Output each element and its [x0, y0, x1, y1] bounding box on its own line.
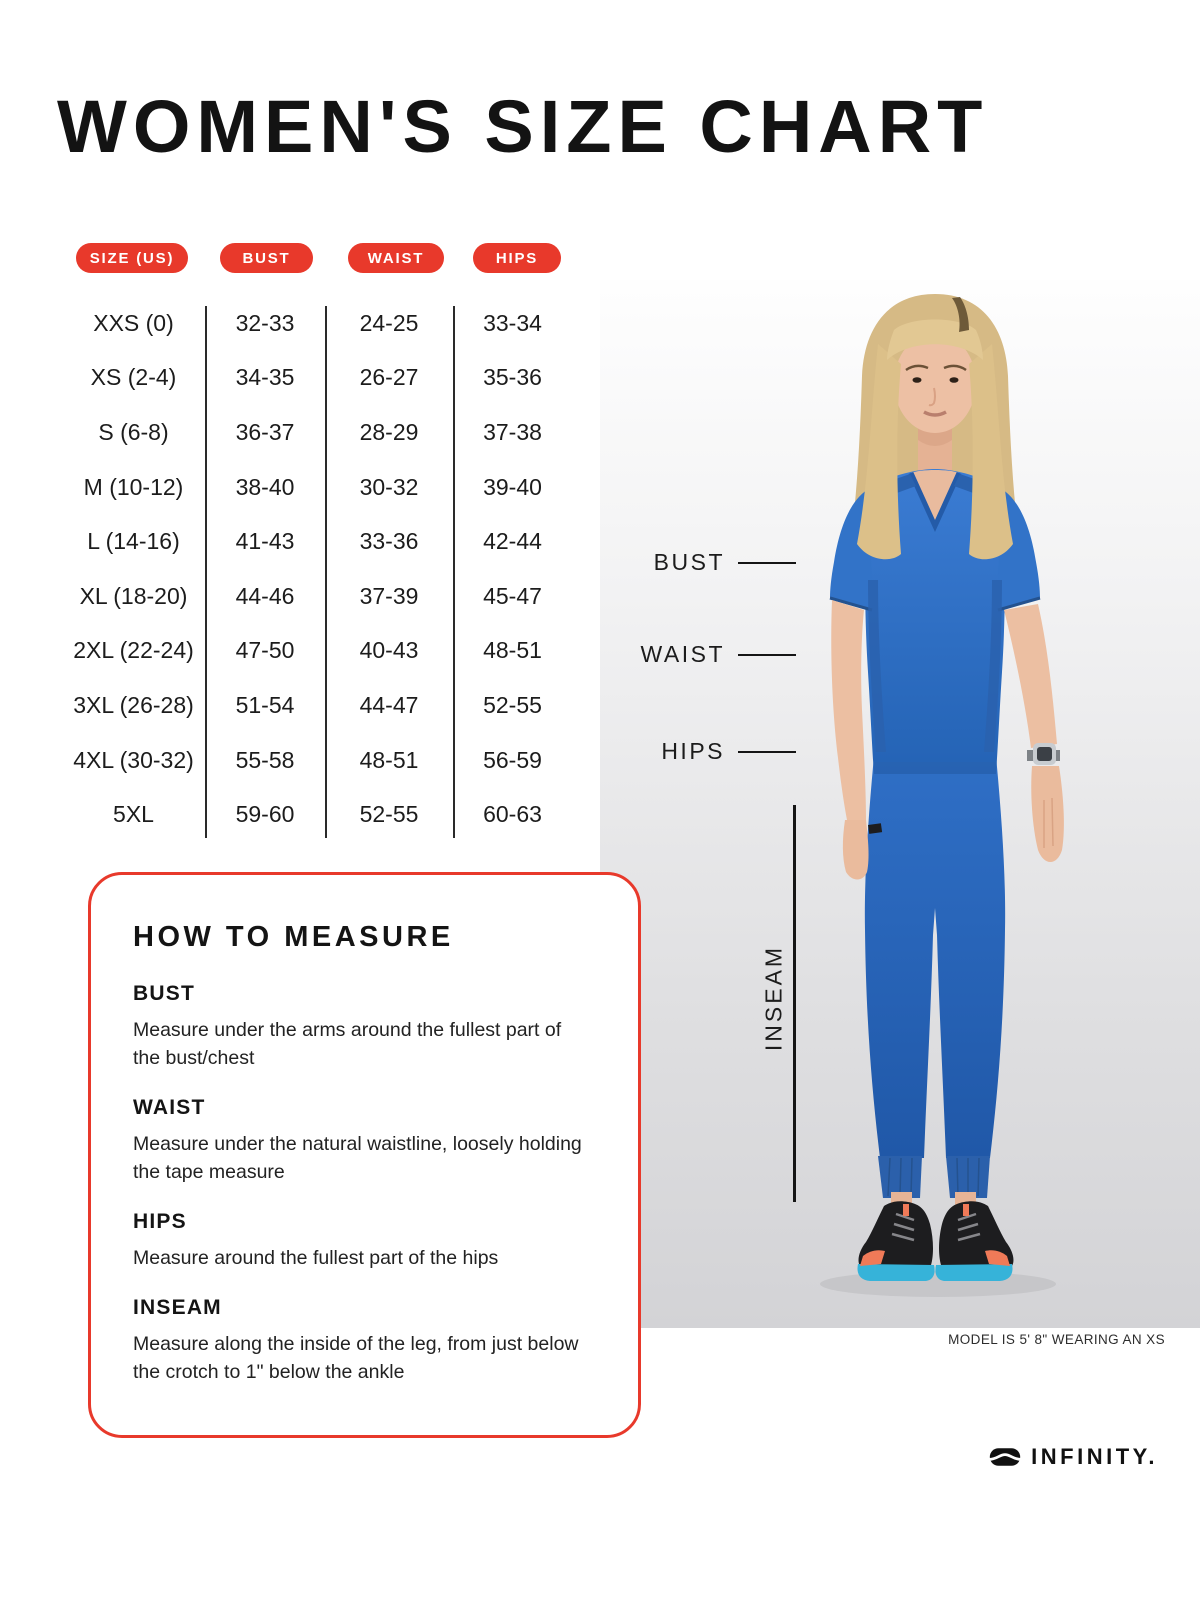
bust-cell: 41-43 [235, 528, 295, 555]
hips-label: HIPS [661, 738, 725, 764]
hips-cell: 42-44 [483, 528, 542, 555]
waist-cell: 48-51 [359, 746, 419, 773]
size-cell: 2XL (22-24) [73, 637, 194, 664]
section-text: Measure under the arms around the fullest part of the bust/chest [133, 1019, 562, 1069]
hips-cell: 35-36 [483, 364, 542, 391]
bust-cell: 44-46 [235, 582, 295, 609]
section-text: Measure around the fullest part of the hips [133, 1247, 499, 1269]
bust-cell: 38-40 [235, 473, 295, 500]
measure-section-bust [133, 982, 598, 1072]
hips-cell: 52-55 [483, 691, 542, 718]
section-text: Measure along the inside of the leg, from just below the crotch to 1" below the ankle [133, 1333, 579, 1383]
table-row [62, 460, 574, 515]
hips-pointer-label [615, 738, 796, 765]
section-label: INSEAM [133, 1296, 222, 1319]
bust-cell: 47-50 [235, 637, 295, 664]
measure-section-inseam [133, 1296, 598, 1386]
table-row [62, 351, 574, 406]
size-cell: XS (2-4) [90, 364, 177, 391]
table-row [62, 569, 574, 624]
model-sneakers [858, 1201, 1014, 1281]
size-cell: 4XL (30-32) [73, 746, 194, 773]
waist-cell: 37-39 [359, 582, 419, 609]
model-illustration [600, 280, 1200, 1328]
table-row [62, 787, 574, 842]
hips-cell: 45-47 [483, 582, 542, 609]
model-scrub-pants [865, 756, 1005, 1198]
waist-cell: 28-29 [359, 418, 419, 445]
size-cell: M (10-12) [83, 473, 184, 500]
size-cell: XL (18-20) [79, 582, 188, 609]
table-row [62, 405, 574, 460]
size-table [62, 296, 574, 842]
pants-brand-tag [868, 823, 882, 834]
measure-section-waist [133, 1096, 598, 1186]
brand-logo [989, 1444, 1158, 1470]
bust-cell: 59-60 [235, 801, 295, 828]
model-photo [600, 280, 1200, 1328]
bust-cell: 32-33 [235, 309, 295, 336]
waist-cell: 26-27 [359, 364, 419, 391]
waist-pointer-label [615, 641, 796, 668]
column-header-bust: BUST [220, 243, 313, 273]
waist-cell: 44-47 [359, 691, 419, 718]
table-divider [453, 306, 455, 838]
measure-section-hips [133, 1210, 598, 1272]
waist-label: WAIST [640, 641, 725, 667]
size-cell: 5XL [113, 801, 154, 828]
size-cell: XXS (0) [93, 309, 174, 336]
bust-cell: 51-54 [235, 691, 295, 718]
hips-cell: 56-59 [483, 746, 542, 773]
table-row [62, 733, 574, 788]
hips-cell: 60-63 [483, 801, 542, 828]
size-cell: L (14-16) [87, 528, 180, 555]
how-to-measure-title: HOW TO MEASURE [133, 921, 454, 953]
column-header-size: SIZE (US) [76, 243, 188, 273]
waist-cell: 40-43 [359, 637, 419, 664]
waist-cell: 24-25 [359, 309, 419, 336]
how-to-measure-box [88, 872, 641, 1438]
hips-cell: 48-51 [483, 637, 542, 664]
page-title: WOMEN'S SIZE CHART [57, 85, 989, 168]
bust-cell: 36-37 [235, 418, 295, 445]
inseam-label: INSEAM [760, 944, 787, 1052]
waist-cell: 33-36 [359, 528, 419, 555]
size-cell: 3XL (26-28) [73, 691, 194, 718]
size-cell: S (6-8) [98, 418, 169, 445]
column-header-waist: WAIST [348, 243, 444, 273]
infinity-icon [989, 1447, 1021, 1467]
hips-cell: 39-40 [483, 473, 542, 500]
table-row [62, 678, 574, 733]
section-text: Measure under the natural waistline, loosely holding the tape measure [133, 1133, 582, 1183]
waist-cell: 30-32 [359, 473, 419, 500]
hips-cell: 37-38 [483, 418, 542, 445]
section-label: WAIST [133, 1096, 206, 1119]
inseam-pointer-line [793, 805, 796, 1202]
bust-pointer-label [615, 549, 796, 576]
table-row [62, 514, 574, 569]
bust-cell: 55-58 [235, 746, 295, 773]
waist-pointer-line [738, 654, 796, 656]
waist-cell: 52-55 [359, 801, 419, 828]
bust-cell: 34-35 [235, 364, 295, 391]
section-label: BUST [133, 982, 195, 1005]
table-row [62, 624, 574, 679]
table-row [62, 296, 574, 351]
table-divider [325, 306, 327, 838]
bust-pointer-line [738, 562, 796, 564]
brand-wordmark: INFINITY. [1031, 1444, 1158, 1469]
table-divider [205, 306, 207, 838]
size-table-body [62, 296, 574, 842]
column-header-hips: HIPS [473, 243, 561, 273]
hips-cell: 33-34 [483, 309, 542, 336]
bust-label: BUST [653, 549, 725, 575]
model-caption: MODEL IS 5' 8" WEARING AN XS [948, 1332, 1165, 1347]
section-label: HIPS [133, 1210, 187, 1233]
hips-pointer-line [738, 751, 796, 753]
